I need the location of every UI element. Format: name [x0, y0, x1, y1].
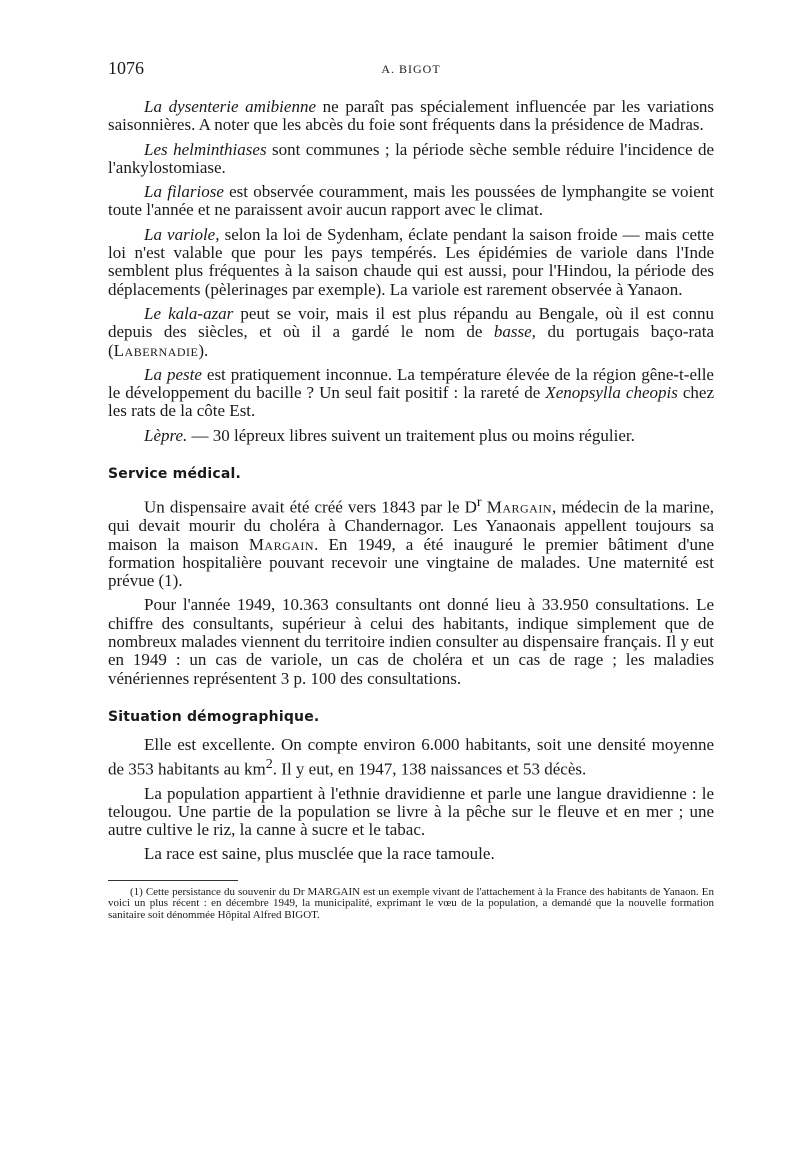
paragraph-helminthiases	[108, 141, 714, 178]
running-head: A. BIGOT	[381, 62, 441, 76]
paragraph-text: selon la loi de Sydenham, éclate pendant la saison froide — mais cette loi n'est valable que pour les pays tempérés. Les épidémies de variole dans l'Inde semblent plus fréquentes à la saison chaude qui est aussi, pour l'Hindou, la période des déplacements (pèlerinages par exemple). La variole est rarement observée à Yanaon.	[108, 224, 715, 299]
paragraph-dispensaire	[108, 493, 714, 590]
paragraph-text: du portugais baço-rata (	[108, 322, 714, 360]
paragraph-lepre	[108, 427, 714, 445]
lead-term: La peste	[144, 364, 202, 384]
superscript: 2	[265, 755, 273, 772]
lead-term: La variole,	[144, 224, 220, 244]
page-header	[108, 58, 714, 98]
person-name: Margain	[486, 498, 552, 517]
paragraph-text: est observée couramment, mais les poussées de lymphangite se voient toute l'année et ne paraissent avoir aucun rapport avec le climat.	[108, 182, 714, 220]
paragraph-population-count	[108, 736, 714, 778]
italic-term: basse,	[493, 322, 536, 342]
paragraph-text: chez les rats de la côte Est.	[108, 383, 715, 421]
paragraph-text: . Il y eut, en 1947, 138 naissances et 53 décès.	[272, 759, 587, 779]
paragraph-text: sont communes ; la période sèche semble réduire l'incidence de l'ankylostomiase.	[108, 139, 714, 177]
lead-term: La filariose	[144, 182, 224, 202]
paragraph-consultations: Pour l'année 1949, 10.363 consultants ont donné lieu à 33.950 consultations. Le chiffre des consultants, supérieur à celui des habitants, indique simplement que de nombreux malades viennent du territoire indien consulter au dispensaire français. Il y eut en 1949 : un cas de variole, un cas de choléra et un cas de rage ; les maladies vénériennes représentent 3 p. 100 des consultations.	[108, 595, 714, 688]
paragraph-variole	[108, 226, 714, 299]
paragraph-filariose	[108, 183, 714, 220]
paragraph-text: . En 1949, a été inauguré le premier bâtiment d'une formation hospitalière pouvant recevoir une vingtaine de malades. Une maternité est prévue (1).	[108, 534, 714, 591]
lead-term: Le kala-azar	[144, 303, 234, 323]
paragraph-text: — 30 lépreux libres suivent un traitement plus ou moins régulier.	[187, 425, 635, 445]
paragraph-text: Un dispensaire avait été créé vers 1843 par le D	[144, 498, 477, 517]
paragraph-text: , médecin de la marine, qui devait mourir du choléra à Chandernagor. Les Yanaonais appellent toujours sa maison la maison	[108, 498, 714, 554]
paragraph-race: La race est saine, plus musclée que la race tamoule.	[144, 844, 495, 864]
lead-term: Lèpre.	[144, 425, 188, 445]
page-number: 1076	[108, 58, 144, 78]
footnote-divider	[108, 880, 238, 881]
paragraph-dysenterie	[108, 98, 714, 135]
lead-term: Les helminthiases	[144, 139, 267, 159]
paragraph-text: est pratiquement inconnue. La température élevée de la région gêne-t-elle le développement du bacille ? Un seul fait positif : la rareté de	[108, 364, 714, 403]
body-text	[108, 98, 714, 864]
paragraph-text: Elle est excellente. On compte environ 6.000 habitants, soit une densité moyenne de 353 habitants au km	[108, 735, 714, 779]
author-name: Labernadie	[113, 340, 199, 360]
paragraph-kala-azar	[108, 305, 714, 360]
paragraph-ethnie: La population appartient à l'ethnie dravidienne et parle une langue dravidienne : le telougou. Une partie de la population se livre à la pêche sur le fleuve et en mer ; une autre cultive le riz, la canne à sucre et le tabac.	[108, 783, 714, 840]
section-heading-medical: Service médical.	[108, 466, 242, 483]
person-name: Margain	[248, 534, 315, 554]
lead-term: La dysenterie amibienne	[144, 97, 316, 116]
section-heading-demographic: Situation démographique.	[108, 708, 320, 725]
paragraph-peste	[108, 366, 714, 421]
superscript: r	[476, 494, 482, 511]
footnote: (1) Cette persistance du souvenir du Dr MARGAIN est un exemple vivant de l'attachement à la France des habitants de Yanaon. En voici un plus récent : en décembre 1949, la municipalité, exprimant le vœu de la population, a demandé que la nouvelle formation sanitaire soit dénommée Hôpital Alfred BIGOT.	[108, 885, 714, 921]
paragraph-text: ).	[198, 340, 209, 360]
paragraph-text: ne paraît pas spécialement influencée par les variations saisonnières. A noter que les abcès du foie sont fréquents dans la présidence de Madras.	[108, 97, 714, 135]
species-name: Xenopsylla cheopis	[545, 383, 678, 403]
paragraph-text: peut se voir, mais il est plus répandu au Bengale, où il est connu depuis des siècles, et où il a gardé le nom de	[108, 303, 714, 342]
